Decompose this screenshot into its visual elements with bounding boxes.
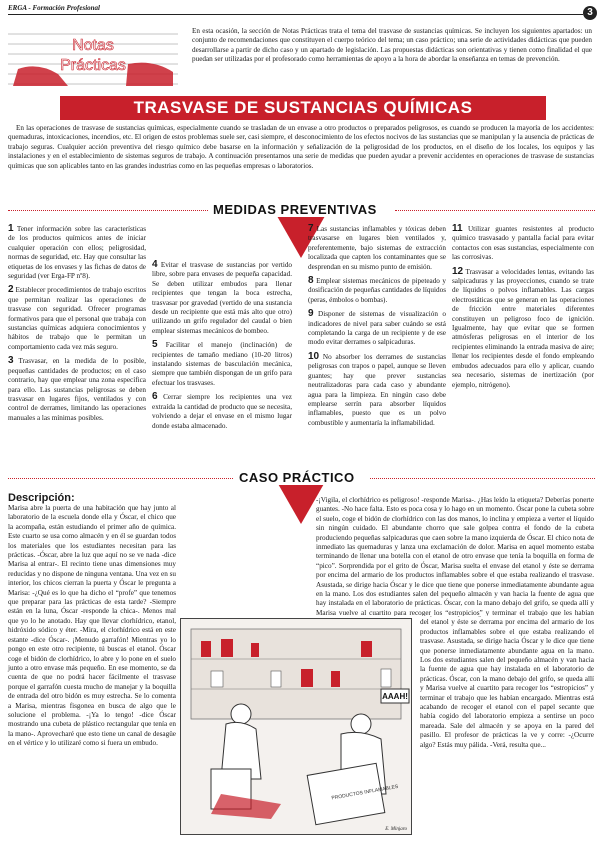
medida-item-4: 4 Evitar el trasvase de sustancias por vertido libre, sobre para envases de pequeña capacidad. Se deben utilizar embudos para llenar recipientes que tengan la boca estrecha, trasvasar por gravedad (vertido de una sustancia desde un recipiente que está más alto que otro) utilizando un grifo regulador del caudal o bien emplear sistemas mecánicos de bombeo. [152, 259, 293, 335]
lab-illustration [180, 618, 412, 835]
svg-text:Prácticas: Prácticas [60, 57, 126, 74]
lab-scene [181, 619, 411, 834]
medidas-heading: MEDIDAS PREVENTIVAS [210, 202, 380, 217]
descripcion-label: Descripción: [8, 492, 75, 504]
medida-item-11: 11 Utilizar guantes resistentes al producto químico trasvasado y pantalla facial para evitar contactos con esas sustancias, especialmente con las corrosivas. [452, 223, 594, 262]
header-rule [8, 14, 583, 15]
lead-paragraph: En las operaciones de trasvase de sustancias químicas, especialmente cuando se trasladan de un envase a otro productos o preparados peligrosos, es cuando se producen la mayoría de los accidentes: quemaduras, intoxicaciones, incendios, etc. El origen de estos problemas suele ser, casi siempre, el desconocimiento de los efectos nocivos de las sustancias que se manipulan y la ausencia de prácticas de trabajo seguras. Cualquier acción preventiva del riesgo químico debe basarse en la información y señalización de la peligrosidad de los productos, en el diseño de los locales, los equipos y las instalaciones y en el establecimiento de sistemas seguros de trabajo. A continuación presentamos una serie de medidas que pueden ayudar a prevenir accidentes en operaciones de trasvase de sustancias químicas que son aplicables tanto en las grandes industrias como en las pequeñas empresas o laboratorios. [8, 124, 594, 170]
svg-text:Notas: Notas [72, 37, 114, 54]
running-header: ERGA - Formación Profesional [8, 4, 100, 12]
medida-item-6: 6 Cerrar siempre los recipientes una vez extraída la cantidad de producto que se necesita, volviendo a dejar el envase en el mismo lugar donde estaba almacenado. [152, 391, 292, 430]
illustrator-signature: E. Minjaro [385, 827, 407, 832]
medida-item-5: 5 Facilitar el manejo (inclinación) de recipientes de tamaño mediano (10-20 litros) instalando sistemas de basculación mecánica, siempre que también dispongan de un grifo para efectuar los trasvases. [152, 339, 293, 387]
cabinet-label: PRODUCTOS INFLAMABLES [331, 783, 399, 802]
medida-item-8: 8 Emplear sistemas mecánicos de pipeteado y dosificación de pequeñas cantidades de líquidos (peras, émbolos o bombas). [308, 275, 446, 304]
notas-practicas-logo [8, 24, 178, 90]
caso-left-text: Marisa abre la puerta de una habitación que hay junto al laboratorio de la escuela donde ella y Óscar, el chico que la acompaña, están estudiando el primer año de química. Este cuarto se usa como almacén y en él se guardan todos los materiales que los estudiantes necesitan para las prácticas. -Óscar, abre la luz que aquí no se ve nada -dice Marisa al entrar-. El recinto tiene unas dimensiones muy reducidas y no dispone de ninguna ventana. Una vez en su interior, los chicos cierran la puerta y Óscar le pregunta a Marisa: -¿Qué es lo que ha dicho el “profe” que tenemos que preparar para las prácticas de esta tarde? -Siempre están en la luna, Óscar -responde la chica-. Menos mal que yo lo he anotado. Hay que llevar clorhídrico, etanol, hidróxido sódico y éter. -Mira, el clorhídrico está en este estante -dice Óscar-. ¡Menudo garrafón! Mientras yo lo pongo en este otro recipiente, tú buscas el etanol. Óscar coge el bidón de clorhídrico, lo abre y lo pone en el suelo junto a otro envase más pequeño. En ese momento, se da cuenta de que no podrá hacer fácilmente el trasvase porque el garrafón cuesta mucho de manejar y la boquilla de entrada del otro bidón es muy estrecha. Se lo comenta a Marisa, mientras fisgonea en busca de algo que le solucione el problema. -¡Ya lo tengo! -dice Óscar mostrando una cubeta de plástico rectangular que tenía en la mano-. Aprovecharé que esto tiene un canal de desagüe en el vértice y lo utilizaré como si fuera un embudo. [8, 504, 176, 748]
page-number: 3 [583, 6, 597, 20]
medida-item-9: 9 Disponer de sistemas de visualización o indicadores de nivel para saber cuándo se está completando la carga de un recipiente y de ese modo evitar derrames o salpicaduras. [308, 308, 447, 347]
medidas-col-2 [152, 260, 292, 435]
divider-caso-right [370, 478, 595, 479]
medidas-col-1 [8, 224, 146, 427]
medida-item-2: 2 Establecer procedimientos de trabajo escritos que permitan realizar las operaciones de trasvase con seguridad. Ofrecer programas formativos para que el personal que trabaja con sustancias químicas adquiera conocimientos y hábitos de trabajo que le permitan un comportamiento cada vez más seguro. [8, 284, 147, 351]
caso-right-text-bottom: del etanol y éste se derrama por encima del armario de los productos inflamables sobre el que estaba realizando el trasvase. Asustada, se dirige hacia Óscar y le dice que tiene que ponerse inmediatamente abundante agua en la mano. Los dos estudiantes salen del pequeño almacén y van hacia la fuente de agua que hay instalada en el laboratorio de prácticas. Óscar, con la mano debajo del grifo, se queda allí y Marisa vuelve al cuartito para recoger los “estropicios” y terminar el trabajo que les habían encargado. Mientras está acabando de recoger el etanol con el papel secante que había cogido del laboratorio empieza a sentirse un poco mareada. Sale del almacén y se apoya en la pared del pasillo. El profesor de prácticas la ve y corre: -¿Ocurre algo? Estás muy pálida. -Verá, resulta que... [420, 618, 594, 749]
medida-item-3: 3 Trasvasar, en la medida de lo posible, pequeñas cantidades de productos; en el caso contrario, hay que emplear una zona específica para ello. Las sustancias peligrosas se deben trasvasar en lugares fijos, ventilados y con control de derrames, limitando las operaciones manuales a las mínimas posibles. [8, 355, 146, 422]
page-title: TRASVASE DE SUSTANCIAS QUÍMICAS [60, 96, 546, 120]
exclamation-bubble: AAAH! [382, 692, 408, 701]
intro-paragraph: En esta ocasión, la sección de Notas Prácticas trata el tema del trasvase de sustancias químicas. Se incluyen los siguientes apartados: un conjunto de recomendaciones que constituyen el cuerpo teórico del tema; un caso práctico; una serie de actividades didácticas que pueden desarrollarse a partir de dicho caso y un apartado de legislación. Las propuestas didácticas son orientativas y tienen como finalidad el que puedan ser utilizadas por el profesorado como herramientas de apoyo a la hora de abordar la enseñanza en temas de prevención. [192, 27, 592, 64]
medida-item-1: 1 Tener información sobre las características de los productos químicos antes de iniciar cualquier operación con ellos; peligrosidad, normas de seguridad, etc. Hay que consultar las etiquetas de los envases y las fichas de datos de seguridad (ver Erga-FP nº8). [8, 223, 146, 281]
divider-right [395, 210, 595, 211]
medida-item-12: 12 Trasvasar a velocidades lentas, evitando las salpicaduras y las proyecciones, cuando se trate de líquidos o polvos inflamables. Las cargas electrostáticas que se generan en las operaciones de fricción entre materiales diferentes constituyen un peligroso foco de ignición. Igualmente, hay que evitar que se formen atmósferas peligrosas en el interior de los recipientes eliminando la entrada masiva de aire; llenar los recipientes desde el fondo empleando embudos adecuados para ello y aplicar, cuando sea necesario, sistemas de inertización (por ejemplo, nitrógeno). [452, 265, 594, 389]
divider-caso-left [8, 478, 233, 479]
medidas-col-4 [452, 224, 594, 394]
divider-left [8, 210, 208, 211]
medida-item-7: 7 Las sustancias inflamables y tóxicas deben trasvasarse en lugares bien ventilados y, preferentemente, bajo sistemas de extracción localizada que capten los contaminantes que se desprendan en su mismo punto de emisión. [308, 223, 446, 271]
caso-heading: CASO PRÁCTICO [236, 470, 358, 485]
medida-item-10: 10 No absorber los derrames de sustancias peligrosas con trapos o papel, aunque se lleven guantes; hay que prever sustancias neutralizadoras para cada caso y abundante agua para la limpieza. En ningún caso debe emplearse serrín para absorber líquidos inflamables, puesto que es un polvo combustible y aumentaría la inflamabilidad. [308, 350, 446, 427]
medidas-col-3 [308, 224, 446, 432]
caso-right-text-top: -¡Vigila, el clorhídrico es peligroso! -responde Marisa-. ¿Has leído la etiqueta? Deberías ponerte guantes. -No hace falta. Esto es poca cosa y lo hago en un momento. Óscar pone la cubeta sobre el suelo, coge el bidón de clorhídrico con las dos manos, lo inclina y empieza a verter el líquido sin ningún cuidado. El abundante chorro que sale golpea contra el fondo de la cubeta produciendo pequeñas salpicaduras que caen sobre la mano izquierda de Óscar. El chico nota de inmediato las quemaduras y lanza una exclamación de dolor. Marisa en aquel momento estaba terminando de llenar una botella con el etanol de otro envase que tenía la boquilla en forma de “pico”. Sorprendida por el grito de Óscar, Marisa suelta el envase del etanol y éste se derrama por encima del armario de los productos inflamables sobre el que estaba realizando el trasvase. Asustada, se dirige hacia Óscar y le dice que tiene que ponerse inmediatamente abundante agua en la mano. Los dos estudiantes salen del pequeño almacén y van hacia la fuente de agua que hay instalada en el laboratorio de prácticas. Óscar, con la mano debajo del grifo, se queda allí y Marisa vuelve al cuartito para recoger los “estropicios” y terminar el trabajo que les habían [316, 496, 594, 616]
